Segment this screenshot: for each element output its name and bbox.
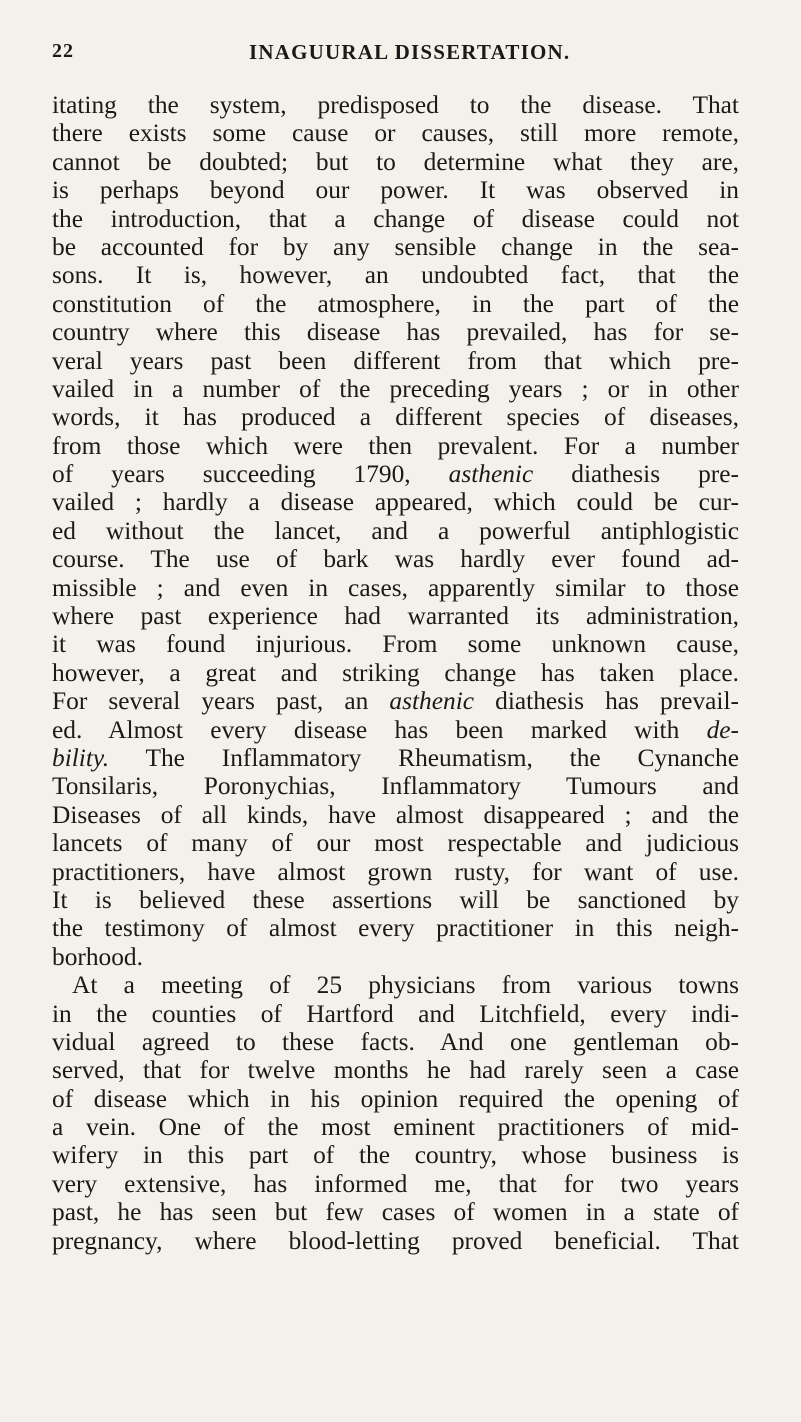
italic-text: asthenic <box>389 687 475 716</box>
text-run: where past experience had warranted its administration, <box>52 602 739 631</box>
italic-text: bility. <box>52 743 110 772</box>
text-line <box>52 687 739 715</box>
text-line <box>52 318 739 346</box>
text-line <box>52 233 739 261</box>
text-line <box>52 914 739 942</box>
text-run: in the counties of Hartford and Litchfield, every indi- <box>52 999 739 1028</box>
page-header <box>52 40 741 70</box>
text-run: It is believed these assertions will be sanctioned by <box>52 885 739 914</box>
text-run: is perhaps beyond our power. It was observed in <box>52 176 739 205</box>
text-line <box>52 1170 739 1198</box>
text-run: missible ; and even in cases, apparently similar to those <box>52 573 739 602</box>
text-run: of years succeeding 1790, <box>52 460 449 489</box>
text-line <box>52 659 739 687</box>
text-run: wifery in this part of the country, whose business is <box>52 1141 739 1170</box>
text-line <box>52 261 739 289</box>
text-line <box>52 1198 739 1226</box>
text-line <box>52 716 739 744</box>
italic-text: de- <box>706 715 739 744</box>
text-line <box>52 176 739 204</box>
text-line <box>52 886 739 914</box>
text-line <box>52 148 739 176</box>
text-line <box>52 829 739 857</box>
body-text <box>52 91 739 1255</box>
text-run: words, it has produced a different species of diseases, <box>52 403 739 432</box>
text-line <box>52 545 739 573</box>
text-run: For several years past, an <box>52 687 390 716</box>
text-line <box>52 1227 739 1255</box>
text-line <box>52 91 739 119</box>
text-run: Tonsilaris, Poronychias, Inflammatory Tumours and <box>52 772 739 801</box>
text-line <box>52 1000 739 1028</box>
text-run: vailed in a number of the preceding years ; or in other <box>52 374 739 403</box>
text-run: vailed ; hardly a disease appeared, which could be cur- <box>52 488 739 517</box>
text-line <box>52 1085 739 1113</box>
text-run: pregnancy, where blood-letting proved beneficial. That <box>52 1226 739 1255</box>
text-run: served, that for twelve months he had rarely seen a case <box>52 1056 739 1085</box>
text-run: cannot be doubted; but to determine what they are, <box>52 147 739 176</box>
text-line <box>52 460 739 488</box>
text-run: diathesis pre- <box>533 460 739 489</box>
text-run: country where this disease has prevailed, has for se- <box>52 318 739 347</box>
text-line <box>52 744 739 772</box>
text-run: there exists some cause or causes, still more remote, <box>52 119 739 148</box>
text-run: sons. It is, however, an undoubted fact, that the <box>52 261 739 290</box>
text-line <box>52 1113 739 1141</box>
text-line <box>52 772 739 800</box>
text-run: vidual agreed to these facts. And one gentleman ob- <box>52 1027 739 1056</box>
text-line <box>52 630 739 658</box>
text-run: be accounted for by any sensible change in the sea- <box>52 232 739 261</box>
text-run: past, he has seen but few cases of women in a state of <box>52 1198 739 1227</box>
text-line <box>52 347 739 375</box>
paragraph-1 <box>52 91 739 971</box>
text-run: a vein. One of the most eminent practitioners of mid- <box>52 1113 739 1142</box>
italic-text: asthenic <box>448 460 534 489</box>
text-line <box>52 971 739 999</box>
text-run: ed without the lancet, and a powerful antiphlogistic <box>52 516 739 545</box>
running-title: INAGUURAL DISSERTATION. <box>249 40 571 64</box>
text-run: itating the system, predisposed to the disease. That <box>52 91 739 119</box>
text-run: Diseases of all kinds, have almost disappeared ; and the <box>52 800 739 829</box>
text-line <box>52 574 739 602</box>
text-run: ed. Almost every disease has been marked with <box>52 715 707 744</box>
page-number: 22 <box>52 40 74 62</box>
text-line <box>52 1028 739 1056</box>
text-run: very extensive, has informed me, that for two years <box>52 1169 739 1198</box>
text-run: At a meeting of 25 physicians from various towns <box>72 971 739 1000</box>
text-line <box>52 602 739 630</box>
text-line <box>52 1141 739 1169</box>
text-run: however, a great and striking change has taken place. <box>52 658 739 687</box>
text-run: the testimony of almost every practitioner in this neigh- <box>52 914 739 943</box>
text-run: diathesis has prevail- <box>474 687 739 716</box>
text-run: the introduction, that a change of disease could not <box>52 204 739 233</box>
text-run: course. The use of bark was hardly ever found ad- <box>52 545 739 574</box>
text-run: constitution of the atmosphere, in the part of the <box>52 289 739 318</box>
text-run: of disease which in his opinion required the opening of <box>52 1084 739 1113</box>
text-line <box>52 432 739 460</box>
text-run: lancets of many of our most respectable and judicious <box>52 829 739 858</box>
text-line <box>52 290 739 318</box>
text-run: from those which were then prevalent. For a number <box>52 431 739 460</box>
text-run: it was found injurious. From some unknown cause, <box>52 630 739 659</box>
text-line <box>52 801 739 829</box>
text-line <box>52 943 739 971</box>
text-run: practitioners, have almost grown rusty, for want of use. <box>52 857 739 886</box>
text-line <box>52 488 739 516</box>
text-run: veral years past been different from that which pre- <box>52 346 739 375</box>
text-run: The Inflammatory Rheumatism, the Cynanche <box>109 743 739 772</box>
text-line <box>52 1056 739 1084</box>
text-line <box>52 403 739 431</box>
text-line <box>52 858 739 886</box>
paragraph-2 <box>52 971 739 1255</box>
text-line <box>52 119 739 147</box>
text-line <box>52 205 739 233</box>
text-line <box>52 375 739 403</box>
text-run: borhood. <box>52 942 143 971</box>
text-line <box>52 517 739 545</box>
